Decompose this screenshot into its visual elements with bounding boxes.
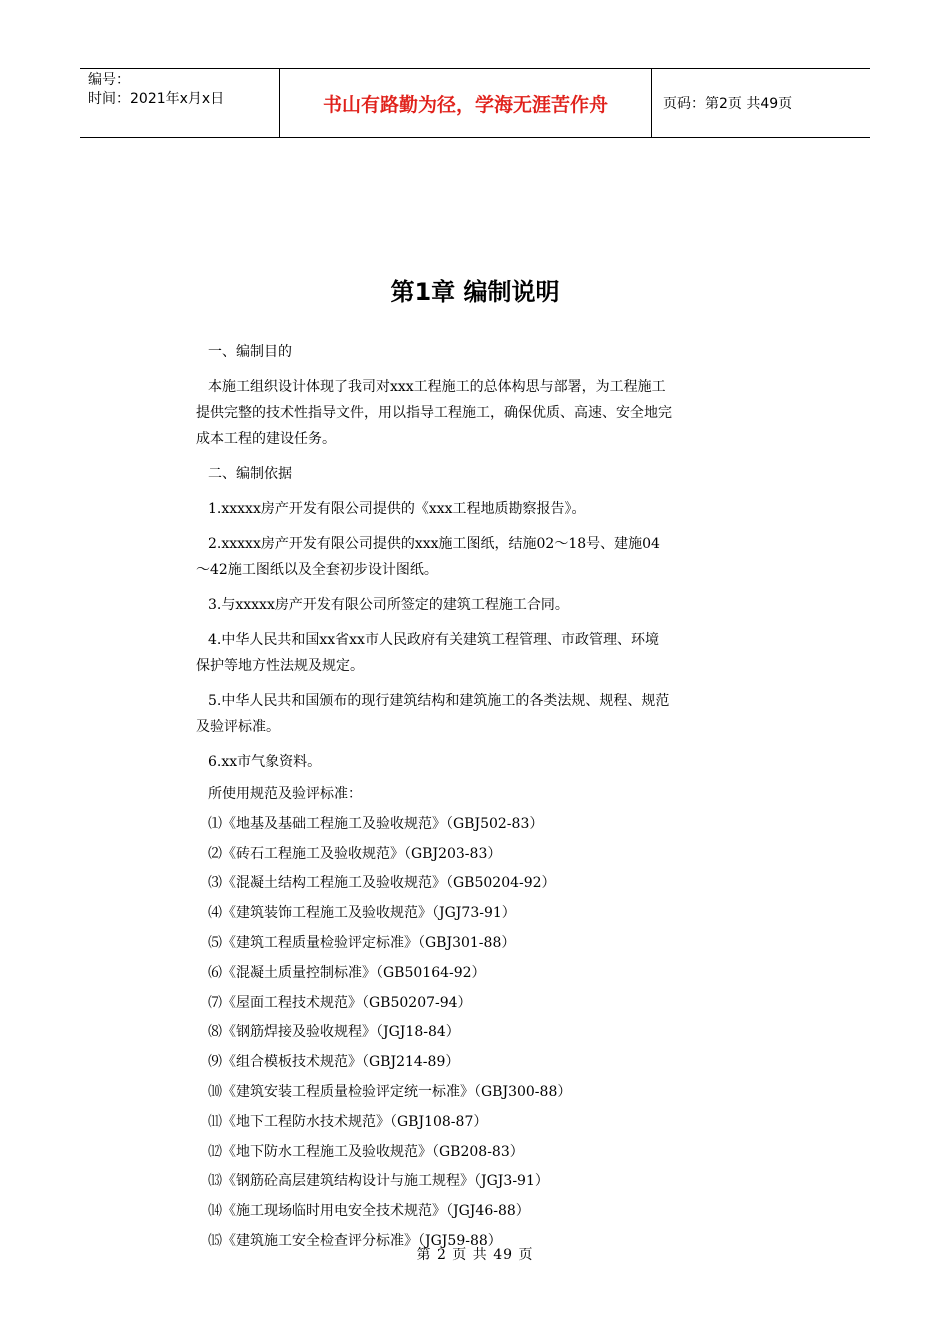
- page-footer: 第 2 页 共 49 页: [416, 1247, 534, 1263]
- standard-item: ⒂《建筑施工安全检查评分标准》（JGJ59-88）: [208, 1232, 502, 1249]
- standard-item: ⑻《钢筋焊接及验收规程》（JGJ18-84）: [208, 1024, 460, 1041]
- purpose-line: 成本工程的建设任务。: [196, 431, 336, 447]
- standards-heading: 所使用规范及验评标准：: [208, 786, 362, 802]
- document-body: [196, 339, 744, 1257]
- chapter-title: 第1章 编制说明: [390, 278, 560, 306]
- number-label: 编号：: [88, 72, 130, 88]
- basis-item-3: 3.与xxxxx房产开发有限公司所签定的建筑工程施工合同。: [208, 597, 569, 613]
- standard-item: ⑸《建筑工程质量检验评定标准》（GBJ301-88）: [208, 934, 516, 951]
- header-left-cell: [80, 69, 280, 137]
- basis-line: 5.中华人民共和国颁布的现行建筑结构和建筑施工的各类法规、规程、规范: [208, 693, 670, 709]
- basis-line: ～42施工图纸以及全套初步设计图纸。: [196, 562, 438, 578]
- basis-line: 2.xxxxx房产开发有限公司提供的xxx施工图纸，结施02～18号、建施04: [208, 536, 660, 552]
- basis-item-6: 6.xx市气象资料。: [208, 754, 322, 770]
- standard-item: ⑷《建筑装饰工程施工及验收规范》（JGJ73-91）: [208, 905, 516, 922]
- basis-line: 4.中华人民共和国xx省xx市人民政府有关建筑工程管理、市政管理、环境: [208, 632, 659, 648]
- basis-item-5: [196, 688, 744, 740]
- standard-item: ⑽《建筑安装工程质量检验评定统一标准》（GBJ300-88）: [208, 1083, 572, 1100]
- page-header: [80, 68, 870, 138]
- standard-item: ⑿《地下防水工程施工及验收规范》（GB208-83）: [208, 1143, 524, 1160]
- standard-item: ⑴《地基及基础工程施工及验收规范》（GBJ502-83）: [208, 815, 544, 832]
- purpose-line: 本施工组织设计体现了我司对xxx工程施工的总体构思与部署，为工程施工: [208, 379, 666, 395]
- basis-line: 及验评标准。: [196, 719, 280, 735]
- basis-line: 保护等地方性法规及规定。: [196, 658, 364, 674]
- purpose-paragraph: [196, 374, 744, 452]
- time-label: 时间：2021年x月x日: [88, 91, 225, 107]
- purpose-line: 提供完整的技术性指导文件，用以指导工程施工，确保优质、高速、安全地完: [196, 405, 672, 421]
- basis-item-1: 1.xxxxx房产开发有限公司提供的《xxx工程地质勘察报告》。: [208, 501, 586, 517]
- standard-item: ⑾《地下工程防水技术规范》（GBJ108-87）: [208, 1113, 488, 1130]
- basis-heading: 二、编制依据: [208, 466, 292, 482]
- standard-item: ⑼《组合模板技术规范》（GBJ214-89）: [208, 1054, 460, 1071]
- header-motto: 书山有路勤为径，学海无涯苦作舟: [280, 69, 652, 137]
- standard-item: ⑵《砖石工程施工及验收规范》（GBJ203-83）: [208, 845, 502, 862]
- standard-item: ⑶《混凝土结构工程施工及验收规范》（GB50204-92）: [208, 875, 556, 892]
- standard-item: ⒀《钢筋砼高层建筑结构设计与施工规程》（JGJ3-91）: [208, 1173, 549, 1190]
- standard-item: ⒁《施工现场临时用电安全技术规范》（JGJ46-88）: [208, 1203, 530, 1220]
- standard-item: ⑺《屋面工程技术规范》（GB50207-94）: [208, 994, 472, 1011]
- standards-list: [208, 810, 744, 1257]
- basis-item-4: [196, 627, 744, 679]
- header-page-info: 页码：第2页 共49页: [663, 96, 793, 112]
- purpose-heading: 一、编制目的: [208, 344, 292, 360]
- standard-item: ⑹《混凝土质量控制标准》（GB50164-92）: [208, 964, 486, 981]
- basis-item-2: [196, 531, 744, 583]
